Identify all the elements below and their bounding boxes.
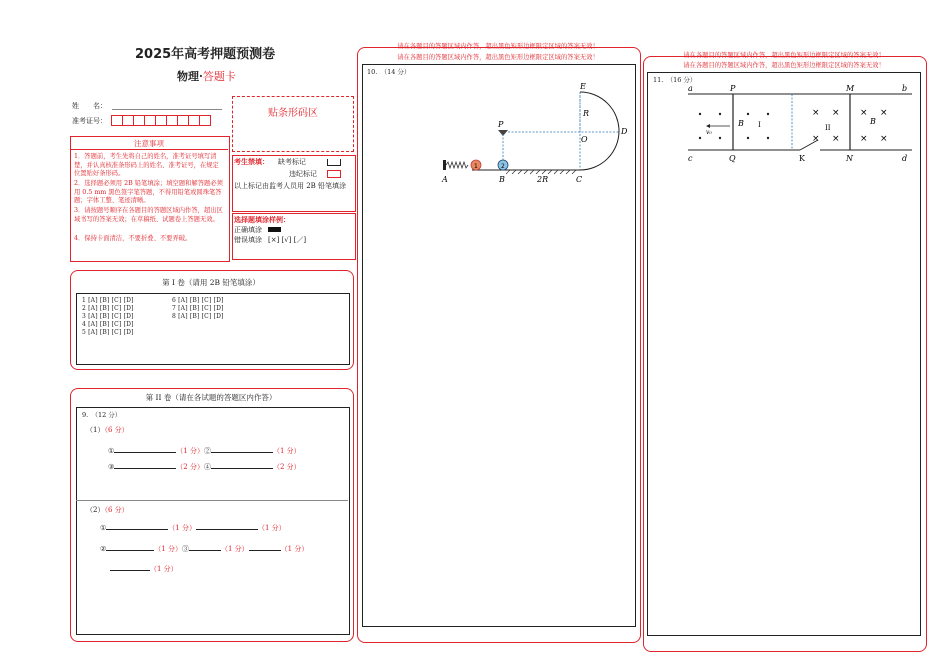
blank-score: （1 分） bbox=[272, 447, 301, 455]
ball-1-label: 1 bbox=[474, 163, 478, 170]
blank-score: （1 分） bbox=[150, 565, 178, 573]
correct-fill-sample bbox=[268, 227, 281, 232]
q9-part2-line1 bbox=[100, 521, 286, 533]
label-B: B bbox=[499, 175, 505, 184]
exam-mark-title: 考生禁填： bbox=[234, 157, 269, 166]
label-P: P bbox=[730, 84, 736, 93]
answer-blank[interactable] bbox=[114, 460, 176, 469]
q9-part1-heading bbox=[86, 425, 129, 435]
velocity-arrowhead bbox=[706, 124, 710, 128]
blank-score: （1 分） bbox=[154, 545, 182, 553]
answer-blank[interactable] bbox=[196, 521, 258, 530]
id-label: 准考证号： bbox=[72, 117, 107, 125]
violation-mark-label: 违纪标记 bbox=[289, 170, 317, 178]
q9-part2-line3 bbox=[110, 562, 178, 574]
top-warning: 请在各题目的答题区域内作答，超出黑色矩形边框限定区域的答案无效！ bbox=[397, 43, 599, 50]
choice-row-1[interactable]: 1 [A] [B] [C] [D] bbox=[82, 297, 134, 304]
wall bbox=[443, 160, 446, 170]
q9-part2-heading bbox=[86, 505, 129, 515]
ground-hatch bbox=[506, 170, 576, 174]
label-E: E bbox=[580, 82, 586, 91]
spring bbox=[446, 162, 468, 168]
notice-item: 2．选择题必须用 2B 铅笔填涂；填空题和解答题必须用 0.5 mm 黑色签字笔答题，不得用铅笔或圆珠笔答题；字体工整、笔迹清晰。 bbox=[74, 180, 223, 205]
q10-label: 10. （14 分） bbox=[367, 68, 411, 76]
absent-mark-label: 缺考标记 bbox=[278, 158, 306, 166]
label-v0: v₀ bbox=[706, 129, 712, 136]
notice-item: 3．请按题号顺序在各题目的答题区域内作答，超出区域书写的答案无效；在草稿纸、试题卷上答题无效。 bbox=[74, 207, 223, 223]
q9-label: 9. （12 分） bbox=[82, 411, 122, 419]
wrong-fill-label: 错误填涂 bbox=[234, 236, 262, 244]
blank-score: （1 分） bbox=[168, 524, 196, 532]
choice-row-2[interactable]: 2 [A] [B] [C] [D] bbox=[82, 305, 134, 312]
answer-blank[interactable] bbox=[110, 562, 150, 571]
answer-blank[interactable] bbox=[106, 521, 168, 530]
q9-part1-line2 bbox=[108, 460, 301, 472]
blank-number: ② bbox=[100, 545, 107, 553]
label-C: C bbox=[576, 175, 583, 184]
section-1-title: 第 I 卷（请用 2B 铅笔填涂） bbox=[162, 278, 260, 287]
subject-title bbox=[177, 68, 236, 84]
blank-number: ③ bbox=[108, 463, 115, 471]
answer-blank[interactable] bbox=[211, 444, 273, 453]
label-c: c bbox=[688, 154, 693, 163]
svg-text:×: × bbox=[880, 134, 888, 144]
blank-number: ③ bbox=[181, 545, 189, 553]
label-a: a bbox=[688, 84, 693, 93]
label-b: b bbox=[902, 84, 908, 93]
section-2-title: 第 II 卷（请在各试题的答题区内作答） bbox=[145, 393, 277, 402]
svg-text:×: × bbox=[860, 108, 868, 118]
label-region-II: II bbox=[825, 124, 831, 132]
label-O: O bbox=[581, 135, 588, 144]
q9-part2-line2 bbox=[100, 542, 308, 554]
answer-blank[interactable] bbox=[211, 460, 273, 469]
violation-mark-box[interactable] bbox=[327, 170, 341, 178]
label-B-region1: B bbox=[738, 119, 744, 128]
blank-number: ② bbox=[203, 447, 211, 455]
q9-part-divider bbox=[76, 500, 348, 501]
q9-part2-label: （2） bbox=[86, 506, 105, 514]
choice-row-3[interactable]: 3 [A] [B] [C] [D] bbox=[82, 313, 134, 320]
semicircle-track bbox=[580, 92, 619, 170]
notice-item: 1．答题前，考生先将自己的姓名，准考证号填写清楚，并认真核准条形码上的姓名、准考证号，在规定位置贴好条形码。 bbox=[74, 153, 219, 178]
top-warning: 请在各题目的答题区域内作答，超出黑色矩形边框限定区域的答案无效！ bbox=[683, 62, 885, 69]
blank-score: （1 分） bbox=[280, 545, 309, 553]
q9-part1-label: （1） bbox=[86, 426, 105, 434]
q9-part1-score: （6 分） bbox=[104, 426, 129, 434]
choice-row-5[interactable]: 5 [A] [B] [C] [D] bbox=[82, 329, 134, 336]
answer-blank[interactable] bbox=[189, 542, 221, 551]
fill-example-title: 选择题填涂样例： bbox=[234, 215, 290, 224]
blank-number: ① bbox=[108, 447, 115, 455]
q10-figure bbox=[440, 80, 640, 190]
subject-name: 物理· bbox=[177, 70, 203, 83]
svg-text:×: × bbox=[880, 108, 888, 118]
absent-mark-box[interactable] bbox=[327, 159, 341, 166]
top-warning: 请在各题目的答题区域内作答，超出黑色矩形边框限定区域的答案无效！ bbox=[397, 54, 599, 61]
blank-number: ④ bbox=[203, 463, 211, 471]
answer-card-label: 答题卡 bbox=[202, 70, 236, 83]
q9-part1-line1 bbox=[108, 444, 301, 456]
ball-2-label: 2 bbox=[501, 163, 505, 170]
q9-part2-score: （6 分） bbox=[104, 506, 129, 514]
blank-score: （1 分） bbox=[176, 447, 204, 455]
answer-blank[interactable] bbox=[249, 542, 281, 551]
label-N: N bbox=[846, 154, 853, 163]
svg-text:×: × bbox=[860, 134, 868, 144]
barcode-label: 贴条形码区 bbox=[268, 108, 318, 119]
choice-row-7[interactable]: 7 [A] [B] [C] [D] bbox=[172, 305, 224, 312]
notice-divider bbox=[70, 149, 228, 150]
answer-blank[interactable] bbox=[114, 444, 176, 453]
name-field[interactable] bbox=[112, 109, 222, 110]
name-label: 姓 名： bbox=[72, 102, 107, 110]
svg-text:×: × bbox=[812, 108, 820, 118]
blank-number: ① bbox=[100, 524, 107, 532]
blank-score: （1 分） bbox=[220, 545, 249, 553]
svg-text:×: × bbox=[832, 134, 840, 144]
label-R: R bbox=[583, 109, 590, 118]
label-A: A bbox=[442, 175, 448, 184]
id-digit-boxes[interactable] bbox=[111, 115, 210, 126]
label-B-region2: B bbox=[870, 117, 876, 126]
blank-score: （2 分） bbox=[176, 463, 204, 471]
blank-score: （1 分） bbox=[257, 524, 286, 532]
choice-row-6[interactable]: 6 [A] [B] [C] [D] bbox=[172, 297, 224, 304]
label-M: M bbox=[846, 84, 855, 93]
label-d: d bbox=[902, 154, 908, 163]
choice-row-4[interactable]: 4 [A] [B] [C] [D] bbox=[82, 321, 134, 328]
notice-item: 4．保持卡面清洁，不要折叠、不要弄破。 bbox=[74, 235, 192, 242]
svg-text:×: × bbox=[812, 134, 820, 144]
blank-score: （2 分） bbox=[272, 463, 301, 471]
label-2R: 2R bbox=[537, 175, 549, 184]
exam-title: 2025年高考押题预测卷 bbox=[135, 47, 276, 62]
q11-figure bbox=[680, 82, 920, 168]
q11-label: 11. （16 分） bbox=[653, 76, 697, 84]
barcode-area bbox=[232, 96, 354, 152]
label-region-I: I bbox=[758, 121, 761, 129]
label-D: D bbox=[621, 127, 628, 136]
label-P: P bbox=[498, 120, 504, 129]
answer-blank[interactable] bbox=[106, 542, 154, 551]
label-Q: Q bbox=[729, 154, 736, 163]
choice-row-8[interactable]: 8 [A] [B] [C] [D] bbox=[172, 313, 224, 320]
notice-title: 注意事项 bbox=[134, 139, 164, 148]
correct-fill-label: 正确填涂 bbox=[234, 226, 262, 234]
wrong-fill-sample: [×] [√] [／] bbox=[268, 236, 307, 244]
svg-text:×: × bbox=[832, 108, 840, 118]
exam-mark-note: 以上标记由监考人员用 2B 铅笔填涂 bbox=[234, 182, 347, 190]
label-K: K bbox=[799, 154, 805, 163]
top-warning: 请在各题目的答题区域内作答，超出黑色矩形边框限定区域的答案无效！ bbox=[683, 52, 885, 59]
